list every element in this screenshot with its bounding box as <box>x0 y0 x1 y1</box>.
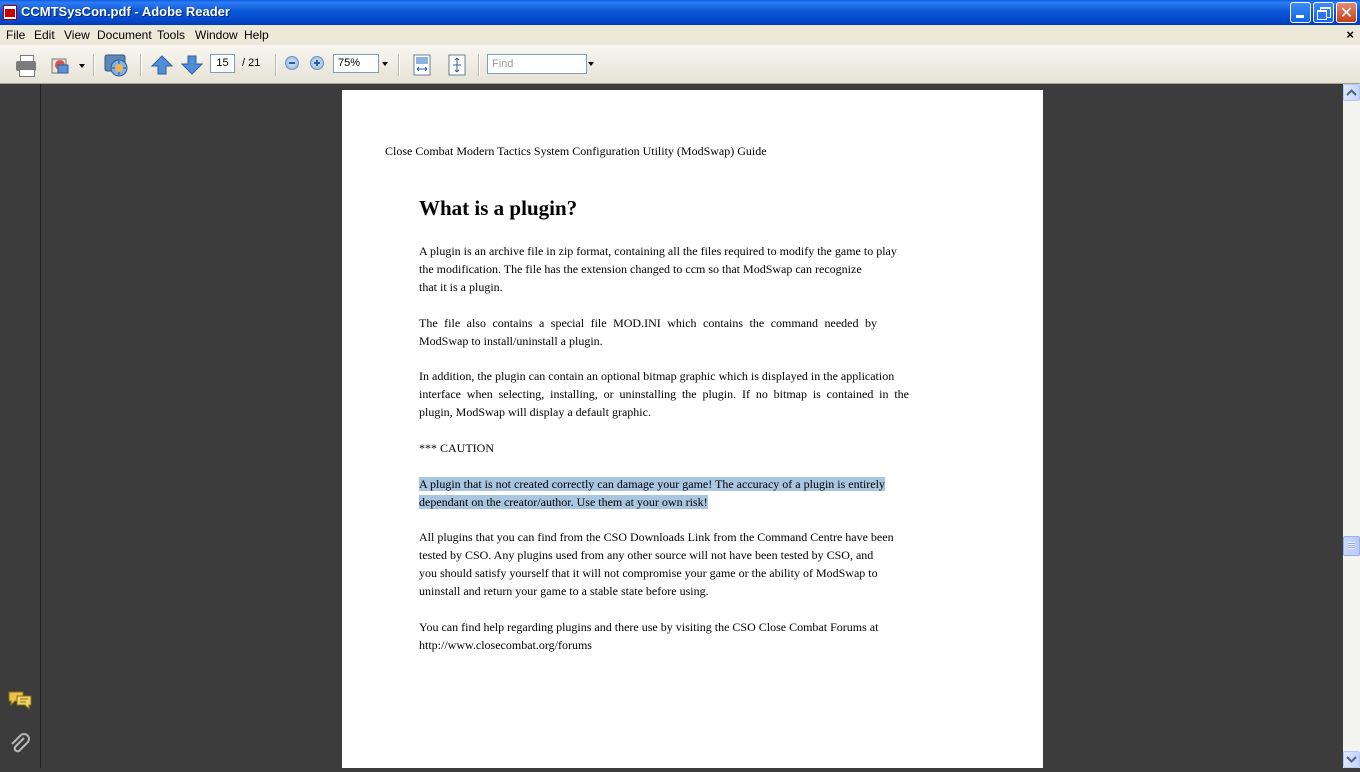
toolbar <box>0 45 1360 84</box>
scroll-down-button[interactable] <box>1343 751 1360 768</box>
fit-page-icon <box>445 53 469 77</box>
menu-edit[interactable]: Edit <box>34 28 55 42</box>
pdf-app-icon[interactable] <box>3 5 17 20</box>
fit-width-icon <box>410 53 434 77</box>
forum-link[interactable]: http://www.closecombat.org/forums <box>419 638 592 652</box>
page-count: / 21 <box>242 57 261 69</box>
paragraph-2: The file also contains a special file MOD.INI which contains the command needed by ModSwap to install/uninstall a plugin. <box>419 316 877 348</box>
menu-window[interactable]: Window <box>195 28 238 42</box>
restore-button[interactable] <box>1313 2 1334 23</box>
menu-document[interactable]: Document <box>97 28 152 42</box>
globe-icon <box>104 53 130 79</box>
close-icon: ✕ <box>1339 3 1354 22</box>
chevron-down-icon <box>1344 752 1359 767</box>
menu-tools[interactable]: Tools <box>157 28 186 42</box>
vertical-scrollbar[interactable] <box>1343 84 1360 768</box>
title-bar <box>0 0 1360 25</box>
menu-file[interactable]: File <box>6 28 26 42</box>
organizer-icon <box>50 53 74 77</box>
navigation-pane <box>0 84 41 768</box>
zoom-dropdown-icon[interactable] <box>382 62 388 66</box>
find-dropdown-icon[interactable] <box>588 62 594 66</box>
organizer-dropdown-icon[interactable] <box>79 64 85 68</box>
organizer-button[interactable] <box>50 53 74 77</box>
zoom-out-button[interactable] <box>285 56 299 70</box>
comments-button[interactable] <box>8 690 32 715</box>
paperclip-icon <box>8 732 32 756</box>
attachments-button[interactable] <box>8 732 32 761</box>
menu-bar <box>0 25 1360 45</box>
scroll-thumb[interactable] <box>1343 536 1360 556</box>
close-window-button[interactable] <box>1336 2 1357 23</box>
page-heading: What is a plugin? <box>419 196 578 220</box>
fit-width-button[interactable] <box>410 53 434 77</box>
arrow-up-icon <box>150 53 174 77</box>
minimize-button[interactable] <box>1290 2 1311 23</box>
zoom-out-icon <box>289 62 295 64</box>
caution-label: *** CAUTION <box>419 441 494 455</box>
paragraph-1: A plugin is an archive file in zip format, containing all the files required to modify the game to play the modification. The file has the extension changed to ccm so that ModSwap can recognize that it is a plugin. <box>419 244 897 294</box>
find-input[interactable]: Find <box>487 54 587 74</box>
highlighted-warning[interactable]: A plugin that is not created correctly can damage your game! The accuracy of a plugin is entirely dependant on the creator/author. Use them at your own risk! <box>419 477 885 509</box>
scroll-up-button[interactable] <box>1343 84 1360 101</box>
window-title: CCMTSysCon.pdf - Adobe Reader <box>21 4 230 19</box>
zoom-field[interactable]: 75% <box>333 54 379 73</box>
paragraph-4: All plugins that you can find from the CSO Downloads Link from the Command Centre have been tested by CSO. Any plugins used from any other source will not have been tested by CSO, and you should satisfy yourself that it will not compromise your game or the ability of ModSwap to uninstall and return your game to a stable state before using. <box>419 530 894 598</box>
previous-page-button[interactable] <box>150 53 174 77</box>
menu-help[interactable]: Help <box>244 28 269 42</box>
zoom-in-button[interactable] <box>310 56 324 70</box>
chevron-up-icon <box>1344 85 1359 100</box>
minimize-icon <box>1296 15 1304 18</box>
arrow-down-icon <box>180 53 204 77</box>
print-button[interactable] <box>14 53 38 77</box>
document-viewport[interactable] <box>41 84 1343 768</box>
comments-icon <box>8 690 32 710</box>
pdf-page <box>342 90 1043 768</box>
online-services-button[interactable] <box>104 53 128 77</box>
paragraph-3: In addition, the plugin can contain an optional bitmap graphic which is displayed in the application interface when selecting, installing, or uninstalling the plugin. If no bitmap is contained in the plugin, ModSwap will display a default graphic. <box>419 369 909 419</box>
fit-page-button[interactable] <box>445 53 469 77</box>
close-document-button[interactable]: × <box>1346 27 1354 42</box>
next-page-button[interactable] <box>180 53 204 77</box>
menu-view[interactable]: View <box>64 28 90 42</box>
page-number-input[interactable]: 15 <box>210 54 235 73</box>
page-header: Close Combat Modern Tactics System Configuration Utility (ModSwap) Guide <box>385 144 767 158</box>
paragraph-5: You can find help regarding plugins and there use by visiting the CSO Close Combat Forums at http://www.closecombat.org/forums <box>419 618 909 654</box>
